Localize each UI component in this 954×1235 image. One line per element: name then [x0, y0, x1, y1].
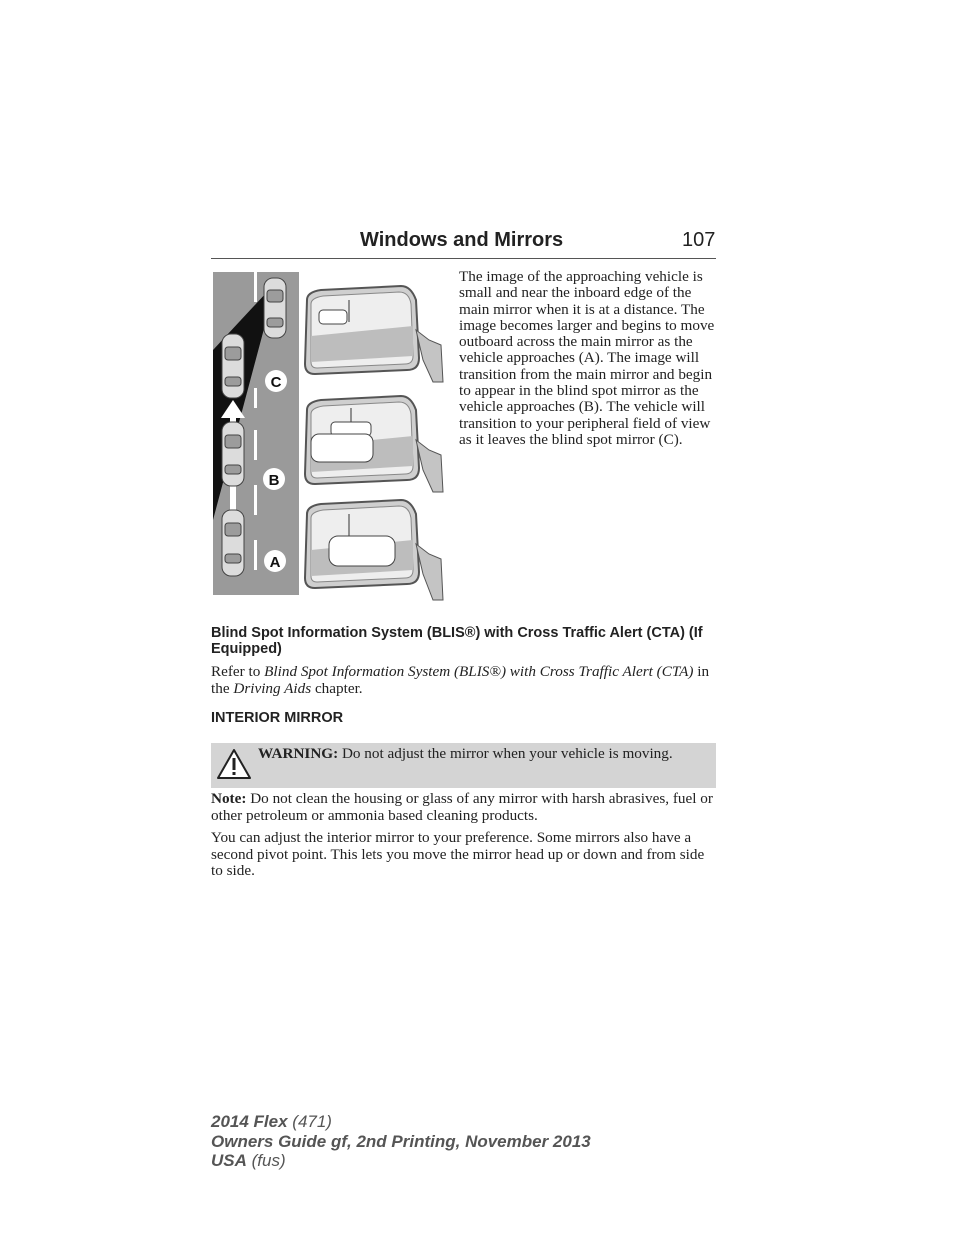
- mirror-description-paragraph: The image of the approaching vehicle is small and near the inboard edge of the main mirror when it is at a distance. The image becomes larger and begins to move outboard across the main mirror as the vehicle approaches (A). The image will transition from the main mirror and begin to appear in the blind spot mirror as the vehicle approaches (B). The vehicle will transition to your peripheral field of view as it leaves the blind spot mirror (C).: [459, 268, 715, 448]
- car-b: [222, 422, 244, 486]
- warning-triangle-icon: [216, 747, 252, 781]
- interior-mirror-paragraph: You can adjust the interior mirror to your preference. Some mirrors also have a second pivot point. This lets you move the mirror head up or down and from side to side.: [211, 829, 705, 879]
- interior-mirror-heading: INTERIOR MIRROR: [211, 710, 344, 726]
- mirror-c: [305, 286, 443, 382]
- car-c: [222, 334, 244, 398]
- page-title: Windows and Mirrors: [360, 229, 564, 251]
- footer: 2014 Flex (471) Owners Guide gf, 2nd Printing, November 2013 USA (fus): [211, 1112, 591, 1170]
- label-a: A: [269, 554, 281, 571]
- blind-spot-mirror-illustration: [211, 270, 451, 603]
- mirror-a: [305, 500, 443, 600]
- blis-reference-link: Blind Spot Information System (BLIS®) with Cross Traffic Alert (CTA): [264, 663, 694, 680]
- warning-text: WARNING: Do not adjust the mirror when your vehicle is moving.: [258, 745, 673, 762]
- driving-aids-reference: Driving Aids: [233, 680, 312, 697]
- mirror-b: [305, 396, 443, 492]
- header-divider: [211, 258, 716, 259]
- warning-box: [211, 743, 716, 788]
- blis-reference-paragraph: Refer to Blind Spot Information System (BLIS®) with Cross Traffic Alert (CTA) in the Driving Aids chapter.: [211, 663, 710, 697]
- label-b: B: [268, 472, 280, 489]
- page-number: 107: [682, 229, 716, 251]
- blis-heading: Blind Spot Information System (BLIS®) with Cross Traffic Alert (CTA) (If Equipped): [211, 625, 703, 657]
- car-a: [222, 510, 244, 576]
- label-c: C: [270, 374, 282, 391]
- note-paragraph: Note: Do not clean the housing or glass of any mirror with harsh abrasives, fuel or other petroleum or ammonia based cleaning products.: [211, 790, 713, 824]
- car-ahead: [264, 278, 286, 338]
